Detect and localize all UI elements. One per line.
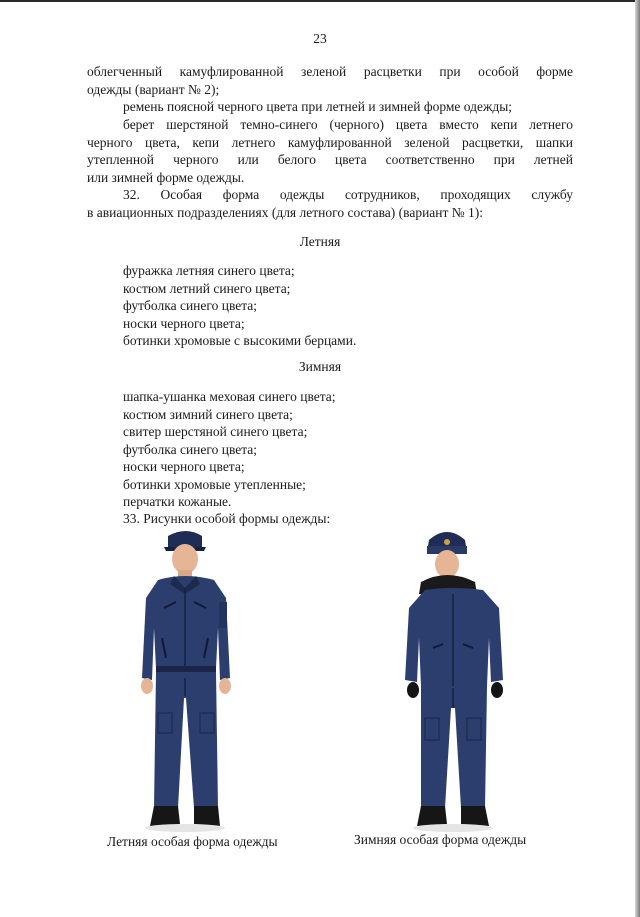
list-item: носки черного цвета; [123,459,245,474]
text-line: в авиационных подразделениях (для летного состава) (вариант № 1): [87,204,484,220]
winter-uniform-figure [405,528,505,833]
text-line: ремень поясной черного цвета при летней и зимней форме одежды; [123,99,513,114]
text-line: или зимней форме одежды. [87,169,245,185]
list-item: ботинки хромовые с высокими берцами. [123,333,357,348]
text-line: облегченный камуфлированной зеленой расцветки при особой форме [87,64,573,79]
paragraph-32 [87,186,573,221]
summer-uniform-figure [140,528,250,833]
paragraph-belt [87,98,573,116]
scan-edge-shadow [635,0,640,917]
list-item: костюм летний синего цвета; [123,280,291,296]
paragraph-continuation [87,63,573,98]
summer-list [123,262,356,350]
text-line: одежды (вариант № 2); [87,81,220,97]
text-line: 32. Особая форма одежды сотрудников, проходящих службу [123,187,573,202]
page-number: 23 [313,31,327,46]
text-line: утепленной черного или белого цвета соответственно при летней [87,152,573,167]
winter-list [123,388,336,511]
list-item: шапка-ушанка меховая синего цвета; [123,389,336,404]
scan-edge [0,0,640,2]
list-item: фуражка летняя синего цвета; [123,263,295,278]
winter-figure-caption: Зимняя особая форма одежды [354,832,527,847]
list-item: ботинки хромовые утепленные; [123,476,306,492]
summer-figure-caption: Летняя особая форма одежды [107,834,278,849]
list-item: перчатки кожаные. [123,494,232,509]
list-item: костюм зимний синего цвета; [123,406,293,422]
section-33-text: 33. Рисунки особой формы одежды: [123,511,331,526]
text-line: берет шерстяной темно-синего (черного) цвета вместо кепи летнего [123,117,573,132]
list-item: футболка синего цвета; [123,298,258,313]
list-item: носки черного цвета; [123,315,245,331]
paragraph-beret [87,116,573,186]
list-item: свитер шерстяной синего цвета; [123,424,308,439]
section-33 [123,510,330,528]
list-item: футболка синего цвета; [123,441,258,457]
winter-heading: Зимняя [298,359,342,374]
text-line: черного цвета, кепи летнего камуфлированной зеленой расцветки, шапки [87,134,573,150]
summer-heading: Летняя [299,234,341,249]
